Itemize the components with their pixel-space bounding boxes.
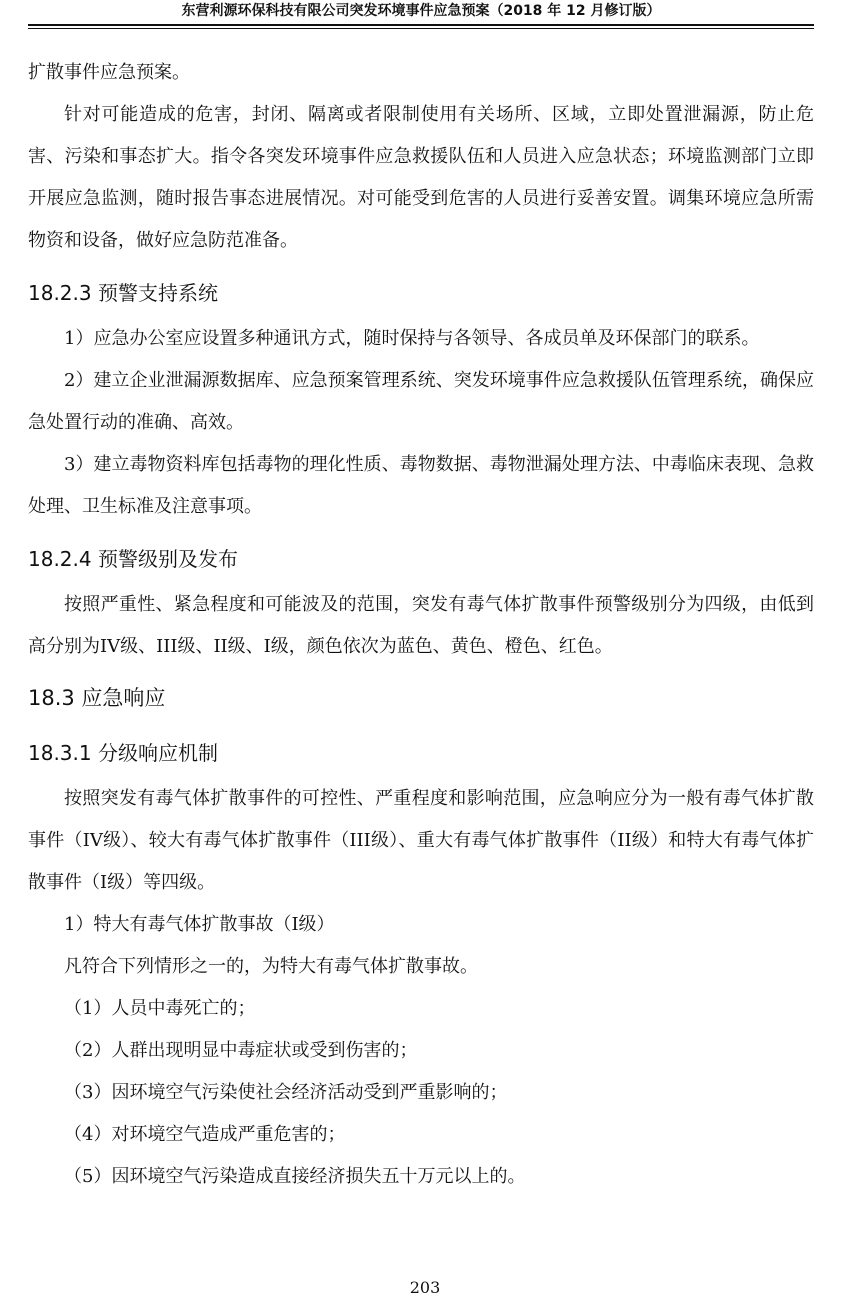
criteria-item-3: （3）因环境空气污染使社会经济活动受到严重影响的；	[64, 1082, 508, 1103]
heading-18-2-4: 18.2.4 预警级别及发布	[28, 547, 238, 571]
paragraph-response-actions: 针对可能造成的危害，封闭、隔离或者限制使用有关场所、区域，立即处置泄漏源，防止危害、污染和事态扩大。指令各突发环境事件应急救援队伍和人员进入应急状态；环境监测部门立即开展应急监测，随时报告事态进展情况。对可能受到危害的人员进行妥善安置。调集环境应急所需物资和设备，做好应急防范准备。	[28, 104, 814, 251]
paragraph-response-levels: 按照突发有毒气体扩散事件的可控性、严重程度和影响范围，应急响应分为一般有毒气体扩散事件（IV级）、较大有毒气体扩散事件（III级）、重大有毒气体扩散事件（II级）和特大有毒气体扩散事件（I级）等四级。	[28, 788, 814, 893]
paragraph-continuation: 扩散事件应急预案。	[28, 62, 190, 83]
list-item-level-1: 1）特大有毒气体扩散事故（I级）	[64, 914, 335, 935]
page-header	[28, 0, 814, 26]
document-body	[28, 52, 814, 1198]
criteria-item-4: （4）对环境空气造成严重危害的；	[64, 1124, 346, 1145]
header-title: 东营利源环保科技有限公司突发环境事件应急预案（2018 年 12 月修订版）	[181, 3, 661, 19]
criteria-item-1: （1）人员中毒死亡的；	[64, 998, 256, 1019]
page-number: 203	[409, 1278, 441, 1297]
paragraph-warning-levels: 按照严重性、紧急程度和可能波及的范围，突发有毒气体扩散事件预警级别分为四级，由低到高分别为IV级、III级、II级、I级，颜色依次为蓝色、黄色、橙色、红色。	[28, 594, 814, 657]
heading-18-2-3: 18.2.3 预警支持系统	[28, 281, 218, 305]
heading-18-3: 18.3 应急响应	[28, 686, 166, 710]
criteria-item-5: （5）因环境空气污染造成直接经济损失五十万元以上的。	[64, 1166, 526, 1187]
paragraph-criteria-intro: 凡符合下列情形之一的，为特大有毒气体扩散事故。	[64, 956, 478, 977]
list-item-3: 3）建立毒物资料库包括毒物的理化性质、毒物数据、毒物泄漏处理方法、中毒临床表现、急救处理、卫生标准及注意事项。	[28, 454, 814, 517]
list-item-2: 2）建立企业泄漏源数据库、应急预案管理系统、突发环境事件应急救援队伍管理系统，确保应急处置行动的准确、高效。	[28, 370, 814, 433]
list-item-1: 1）应急办公室应设置多种通讯方式，随时保持与各领导、各成员单及环保部门的联系。	[64, 328, 760, 349]
heading-18-3-1: 18.3.1 分级响应机制	[28, 741, 218, 765]
criteria-item-2: （2）人群出现明显中毒症状或受到伤害的；	[64, 1040, 418, 1061]
